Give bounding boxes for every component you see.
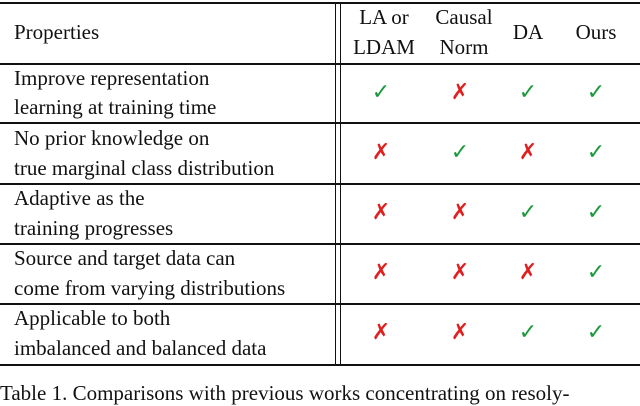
row-4-la-ldam-mark: ✗ [371, 260, 391, 285]
header-la-ldam-line2: LDAM [353, 35, 415, 59]
row-3-ours-mark: ✓ [586, 200, 606, 225]
row-1-causal-norm-mark: ✗ [450, 80, 470, 105]
header-la-ldam-line1: LA or [359, 5, 409, 29]
rule-vertical-right [340, 2, 341, 366]
row-5-text-line1: Applicable to both [14, 306, 171, 330]
row-3-text-line1: Adaptive as the [14, 186, 145, 210]
row-1-ours-mark: ✓ [586, 80, 606, 105]
row-2-causal-norm-mark: ✓ [450, 140, 470, 165]
header-causal-norm-line1: Causal [435, 5, 493, 29]
header-da: DA [512, 20, 544, 44]
row-4-text-line1: Source and target data can [14, 246, 236, 270]
row-4-text-line2: come from varying distributions [14, 276, 286, 300]
row-3-la-ldam-mark: ✗ [371, 200, 391, 225]
rule-top [0, 2, 640, 4]
table-caption: Table 1. Comparisons with previous works concentrating on resoly- [0, 381, 570, 405]
row-5-da-mark: ✓ [518, 320, 538, 345]
row-3-text-line2: training progresses [14, 216, 174, 240]
row-4-da-mark: ✗ [518, 260, 538, 285]
row-1-text-line1: Improve representation [14, 66, 210, 90]
row-3-da-mark: ✓ [518, 200, 538, 225]
row-5-causal-norm-mark: ✗ [450, 320, 470, 345]
row-3-causal-norm-mark: ✗ [450, 200, 470, 225]
row-4-causal-norm-mark: ✗ [450, 260, 470, 285]
header-ours: Ours [575, 20, 617, 44]
row-2-la-ldam-mark: ✗ [371, 140, 391, 165]
row-5-ours-mark: ✓ [586, 320, 606, 345]
rule-bottom [0, 364, 640, 366]
row-1-da-mark: ✓ [518, 80, 538, 105]
header-properties: Properties [14, 20, 100, 44]
row-5-text-line2: imbalanced and balanced data [14, 336, 267, 360]
row-1-text-line2: learning at training time [14, 95, 217, 119]
row-2-da-mark: ✗ [518, 140, 538, 165]
row-2-text-line1: No prior knowledge on [14, 126, 210, 150]
row-2-ours-mark: ✓ [586, 140, 606, 165]
rule-vertical-left [335, 2, 336, 366]
row-2-text-line2: true marginal class distribution [14, 156, 275, 180]
row-4-ours-mark: ✓ [586, 260, 606, 285]
row-5-la-ldam-mark: ✗ [371, 320, 391, 345]
header-causal-norm-line2: Norm [439, 35, 489, 59]
row-1-la-ldam-mark: ✓ [371, 80, 391, 105]
